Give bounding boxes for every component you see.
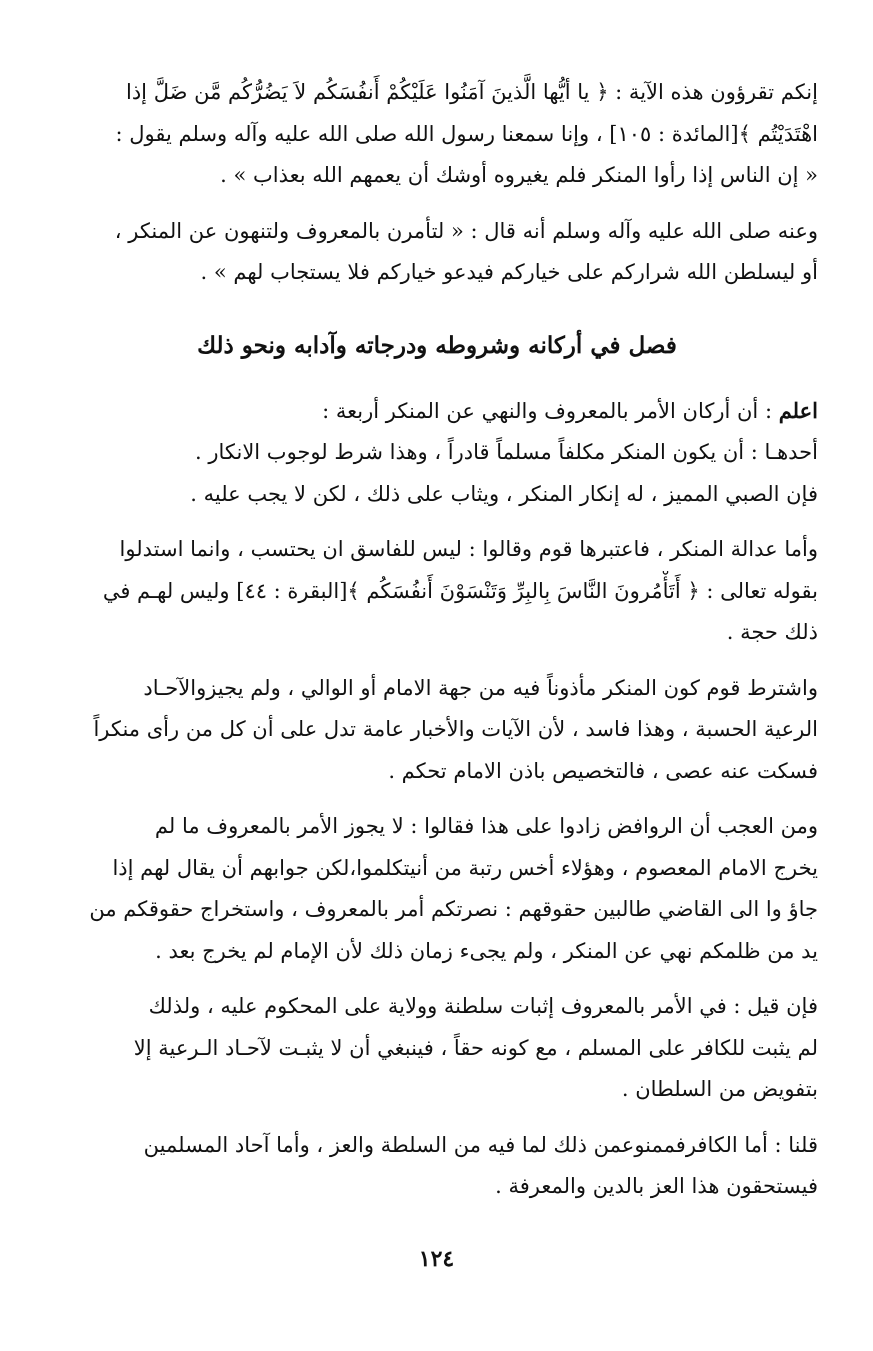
section-gap <box>56 294 818 324</box>
text-line <box>56 390 818 433</box>
paragraph-gap <box>56 197 818 211</box>
text-line: اهْتَدَيْتُم ﴾[المائدة : ١٠٥] ، وإنا سمعنا رسول الله صلى الله عليه وآله وسلم يقول : <box>115 121 818 146</box>
text-line: فيستحقون هذا العز بالدين والمعرفة . <box>495 1174 818 1198</box>
text-line: جاؤ وا الى القاضي طالبين حقوقهم : نصرتكم أمر بالمعروف ، واستخراج حقوقكم من <box>89 897 818 921</box>
paragraph-justice <box>56 529 818 654</box>
text-line: فإن الصبي المميز ، له إنكار المنكر ، ويثاب على ذلك ، لكن لا يجب عليه . <box>190 481 818 506</box>
section-heading: فصل في أركانه وشروطه ودرجاته وآدابه ونحو ذلك <box>197 331 677 359</box>
page-body <box>56 72 818 1208</box>
text-line: قلنا : أما الكافرفممنوعمن ذلك لما فيه من السلطة والعز ، وأما آحاد المسلمين <box>143 1132 818 1157</box>
paragraph-permission <box>56 668 818 793</box>
text-line: بقوله تعالى : ﴿ أَتَأْمُرونَ النَّاسَ بِالبِرِّ وَتَنْسَوْنَ أَنفُسَكُم ﴾[البقرة : ٤٤] وليس لهـم في <box>102 578 818 603</box>
text-line: واشترط قوم كون المنكر مأذوناً فيه من جهة الامام أو الوالي ، ولم يجيزوالآحـاد <box>143 675 818 700</box>
text-line: وعنه صلى الله عليه وآله وسلم أنه قال : « لتأمرن بالمعروف ولتنهون عن المنكر ، <box>114 218 818 243</box>
intro-line-rest: : أن أركان الأمر بالمعروف والنهي عن المنكر أربعة : <box>322 398 779 423</box>
text-line: « إن الناس إذا رأوا المنكر فلم يغيروه أوشك أن يعمهم الله بعذاب » . <box>220 163 818 187</box>
paragraph-reply <box>56 1125 818 1208</box>
paragraph-intro <box>56 390 818 516</box>
lead-word: اعلم <box>778 397 818 423</box>
paragraph-gap <box>56 654 818 668</box>
text-line: فإن قيل : في الأمر بالمعروف إثبات سلطنة وولاية على المحكوم عليه ، ولذلك <box>148 994 818 1018</box>
text-line: الرعية الحسبة ، وهذا فاسد ، لأن الآيات والأخبار عامة تدل على أن كل من رأى منكراً <box>93 717 818 741</box>
text-line: ومن العجب أن الروافض زادوا على هذا فقالوا : لا يجوز الأمر بالمعروف ما لم <box>154 814 818 838</box>
text-line: يد من ظلمكم نهي عن المنكر ، ولم يجىء زمان ذلك لأن الإمام لم يخرج بعد . <box>155 938 818 963</box>
paragraph-rawafid <box>56 806 818 972</box>
text-line: أحدهـا : أن يكون المنكر مكلفاً مسلماً قادراً ، وهذا شرط لوجوب الانكار . <box>194 440 818 464</box>
page-number: ١٢٤ <box>418 1246 455 1272</box>
text-line: فسكت عنه عصى ، فالتخصيص باذن الامام تحكم . <box>388 758 818 783</box>
paragraph-gap <box>56 1111 818 1125</box>
section-gap <box>56 368 818 390</box>
paragraph-verse-quote <box>56 72 818 197</box>
text-line: وأما عدالة المنكر ، فاعتبرها قوم وقالوا : ليس للفاسق ان يحتسب ، وانما استدلوا <box>119 537 818 561</box>
text-line: يخرج الامام المعصوم ، وهؤلاء أخس رتبة من أنيتكلموا،لكن جوابهم أن يقال لهم إذا <box>112 855 818 880</box>
paragraph-gap <box>56 792 818 806</box>
paragraph-objection <box>56 986 818 1111</box>
paragraph-gap <box>56 515 818 529</box>
text-line: إنكم تقرؤون هذه الآية : ﴿ يا أيُّها الَّذينَ آمَنُوا عَلَيْكُمْ أَنفُسَكُم لاَ يَضُرُّكُم مَّن ضَلَّ إذا <box>126 80 818 104</box>
text-line: أو ليسلطن الله شراركم على خياركم فيدعو خياركم فلا يستجاب لهم » . <box>200 260 818 284</box>
paragraph-hadith <box>56 211 818 294</box>
text-line: لم يثبت للكافر على المسلم ، مع كونه حقاً ، فينبغي أن لا يثبـت لآحـاد الـرعية إلا <box>133 1035 818 1060</box>
paragraph-gap <box>56 972 818 986</box>
text-line: بتفويض من السلطان . <box>621 1077 818 1101</box>
text-line: ذلك حجة . <box>726 620 818 644</box>
